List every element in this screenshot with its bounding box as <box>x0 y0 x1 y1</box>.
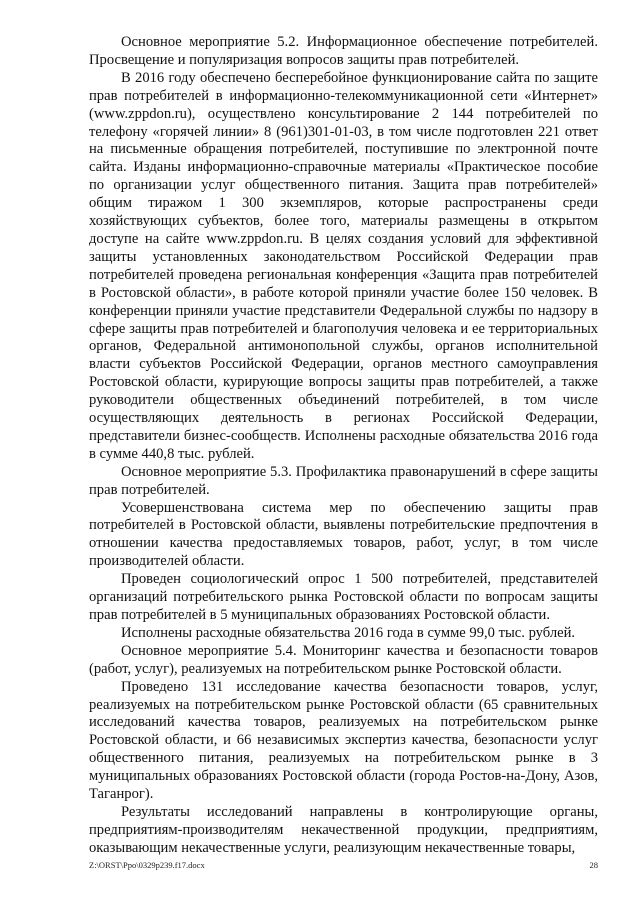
paragraph-survey: Проведен социологический опрос 1 500 потребителей, представителей организаций потребительского рынка Ростовской области по вопросам защиты прав потребителей в 5 муниципальных образованиях Ростовской области. <box>89 571 598 623</box>
paragraph-measure-5-3-title: Основное мероприятие 5.3. Профилактика правонарушений в сфере защиты прав потребителей. <box>89 463 598 498</box>
paragraph-improved-system: Усовершенствована система мер по обеспечению защиты прав потребителей в Ростовской области, выявлены потребительские предпочтения в отношении качества предоставляемых товаров, работ, услуг, в том числе производителей области. <box>89 499 598 570</box>
paragraph-measure-5-2-title: Основное мероприятие 5.2. Информационное обеспечение потребителей. Просвещение и популяризация вопросов защиты прав потребителей. <box>89 34 598 68</box>
paragraph-website-and-conference: В 2016 году обеспечено бесперебойное функционирование сайта по защите прав потребителей в информационно-телекоммуникационной сети «Интернет» (www.zppdon.ru), осуществлено консультирование 2 144 потребителей по телефону «горячей линии» 8 (961)301-01-03, в том числе подготовлен 221 ответ на письменные обращения потребителей, поступившие по электронной почте сайта. Изданы информационно-справочные материалы «Практическое пособие по организации услуг общественного питания. Защита прав потребителей» общим тиражом 1 300 экземпляров, которые распространены среди хозяйствующих субъектов, более того, материалы размещены в открытом доступе на сайте www.zppdon.ru. В целях создания условий для эффективной защиты установленных законодательством Российской Федерации прав потребителей проведена региональная конференция «Защита прав потребителей в Ростовской области», в работе которой приняли участие более 150 человек. В конференции приняли участие представители Федеральной службы по надзору в сфере защиты прав потребителей и благополучия человека и ее территориальных органов, Федеральной антимонопольной службы, органов исполнительной власти субъектов Российской Федерации, органов местного самоуправления Ростовской области, курирующие вопросы защиты прав потребителей, а также руководители общественных объединений потребителей, в том числе осуществляющих деятельность в регионах Российской Федерации, представители бизнес-сообществ. Исполнены расходные обязательства 2016 года в сумме 440,8 тыс. рублей. <box>89 69 598 462</box>
paragraph-studies-conducted: Проведено 131 исследование качества безопасности товаров, услуг, реализуемых на потребительском рынке Ростовской области (65 сравнительных исследований качества товаров, реализуемых на потребительском рынке Ростовской области, и 66 независимых экспертиз качества, безопасности услуг общественного питания, реализуемых на потребительском рынке в 3 муниципальных образованиях Ростовской области (города Ростов-на-Дону, Азов, Таганрог). <box>89 678 598 803</box>
paragraph-expenses-99: Исполнены расходные обязательства 2016 года в сумме 99,0 тыс. рублей. <box>121 624 576 641</box>
page-footer <box>89 859 598 871</box>
page-number: 28 <box>589 860 598 870</box>
footer-file-path: Z:\ORST\Ppo\0329p239.f17.docx <box>89 860 205 870</box>
paragraph-measure-5-4-title: Основное мероприятие 5.4. Мониторинг качества и безопасности товаров (работ, услуг), реализуемых на потребительском рынке Ростовской области. <box>89 642 598 677</box>
paragraph-results-sent: Результаты исследований направлены в контролирующие органы, предприятиям-производителям некачественной продукции, предприятиям, оказывающим некачественные услуги, реализующим некачественные товары, <box>89 803 598 856</box>
